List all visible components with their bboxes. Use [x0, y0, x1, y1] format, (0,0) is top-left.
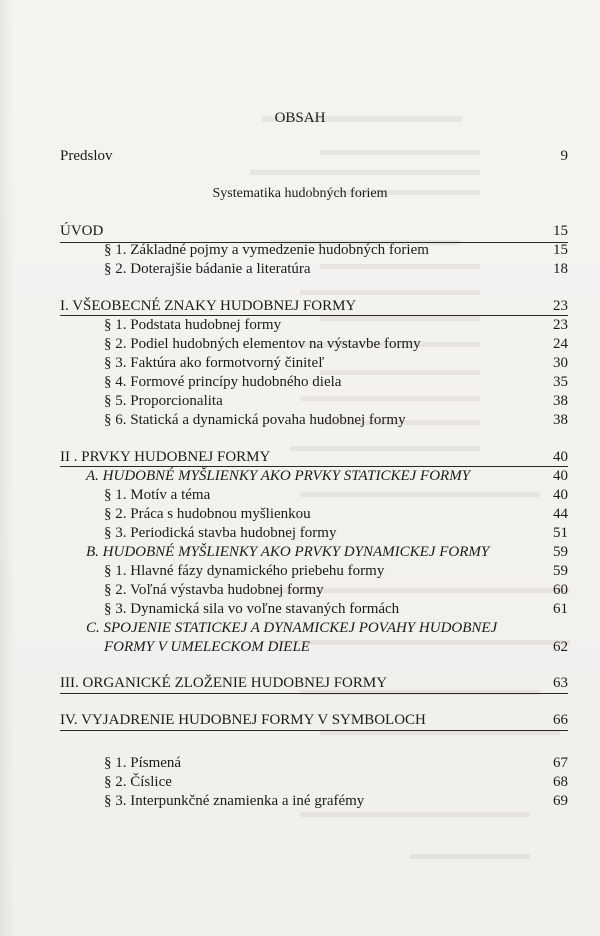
toc-entry-page: 23: [553, 298, 568, 314]
toc-entry-title: § 2. Voľná výstavba hudobnej formy: [104, 582, 324, 598]
toc-entry-page: 35: [553, 374, 568, 390]
toc-entry-title: § 1. Podstata hudobnej formy: [104, 317, 282, 333]
toc-entry-title: ÚVOD: [60, 223, 104, 239]
toc-entry-title: § 3. Periodická stavba hudobnej formy: [104, 525, 337, 541]
toc-entry-page: 23: [553, 317, 568, 333]
toc-entry-title: § 1. Základné pojmy a vymedzenie hudobných foriem: [104, 242, 429, 258]
toc-entry-title-line2: FORMY V UMELECKOM DIELE: [104, 639, 310, 655]
toc-heading: OBSAH: [274, 110, 326, 126]
toc-entry-page: 9: [560, 148, 568, 164]
toc-entry-title: II . PRVKY HUDOBNEJ FORMY: [60, 449, 271, 465]
toc-entry-title: § 5. Proporcionalita: [104, 393, 223, 409]
toc-entry-page: 38: [553, 412, 568, 428]
toc-entry-page: 62: [553, 639, 568, 655]
divider: [60, 730, 568, 731]
toc-entry-page: 38: [553, 393, 568, 409]
toc-entry-page: 40: [553, 487, 568, 503]
toc-entry-page: 60: [553, 582, 568, 598]
toc-entry-page: 30: [553, 355, 568, 371]
toc-entry-title: § 3. Interpunkčné znamienka a iné grafémy: [104, 793, 365, 809]
toc-entry-page: 63: [553, 675, 568, 691]
toc-entry-page: 66: [553, 712, 568, 728]
toc-entry-title: § 1. Hlavné fázy dynamického priebehu formy: [104, 563, 385, 579]
toc-entry-page: 67: [553, 755, 568, 771]
toc-entry-page: 24: [553, 336, 568, 352]
toc-entry-title: Predslov: [60, 148, 113, 164]
toc-entry-title: § 3. Faktúra ako formotvorný činiteľ: [104, 355, 325, 371]
toc-entry-page: 59: [553, 544, 568, 560]
toc-entry-title: A. HUDOBNÉ MYŠLIENKY AKO PRVKY STATICKEJ FORMY: [86, 468, 471, 484]
toc-entry-s4[interactable]: [60, 709, 568, 731]
toc-entry-title: IV. VYJADRENIE HUDOBNEJ FORMY V SYMBOLOCH: [60, 712, 426, 728]
toc-entry-page: 15: [553, 242, 568, 258]
toc-entry-title: § 4. Formové princípy hudobného diela: [104, 374, 342, 390]
toc-entry-s1-6[interactable]: [104, 409, 568, 431]
spine-shadow: [0, 0, 14, 936]
toc-entry-title: § 1. Motív a téma: [104, 487, 211, 503]
toc-entry-uvod-2[interactable]: [104, 258, 568, 280]
toc-entry-title-line1: C. SPOJENIE STATICKEJ A DYNAMICKEJ POVAHY HUDOBNEJ: [86, 620, 498, 636]
toc-entry-title: § 1. Písmená: [104, 755, 182, 771]
toc-entry-title: § 2. Podiel hudobných elementov na výstavbe formy: [104, 336, 421, 352]
toc-entry-title: B. HUDOBNÉ MYŠLIENKY AKO PRVKY DYNAMICKEJ FORMY: [86, 544, 490, 560]
toc-entry-title: III. ORGANICKÉ ZLOŽENIE HUDOBNEJ FORMY: [60, 675, 388, 691]
toc-entry-title: § 3. Dynamická sila vo voľne stavaných formách: [104, 601, 400, 617]
toc-entry-s3[interactable]: [60, 672, 568, 694]
toc-entry-page: 59: [553, 563, 568, 579]
toc-entry-page: 40: [553, 449, 568, 465]
toc-entry-page: 15: [553, 223, 568, 239]
toc-entry-title: § 6. Statická a dynamická povaha hudobnej formy: [104, 412, 406, 428]
toc-entry-predslov[interactable]: [60, 145, 568, 167]
toc-entry-s2-c-cont[interactable]: [86, 636, 568, 658]
toc-entry-s4-3[interactable]: [104, 790, 568, 812]
toc-entry-page: 69: [553, 793, 568, 809]
toc-entry-page: 40: [553, 468, 568, 484]
toc-entry-title: § 2. Práca s hudobnou myšlienkou: [104, 506, 311, 522]
toc-entry-page: 51: [553, 525, 568, 541]
toc-entry-page: 18: [553, 261, 568, 277]
toc-subtitle: Systematika hudobných foriem: [212, 186, 388, 201]
toc-entry-title: I. VŠEOBECNÉ ZNAKY HUDOBNEJ FORMY: [60, 298, 357, 314]
toc-entry-title: § 2. Doterajšie bádanie a literatúra: [104, 261, 311, 277]
toc-entry-page: 44: [553, 506, 568, 522]
divider: [60, 693, 568, 694]
toc-entry-page: 68: [553, 774, 568, 790]
toc-entry-title: § 2. Číslice: [104, 774, 172, 790]
toc-entry-page: 61: [553, 601, 568, 617]
